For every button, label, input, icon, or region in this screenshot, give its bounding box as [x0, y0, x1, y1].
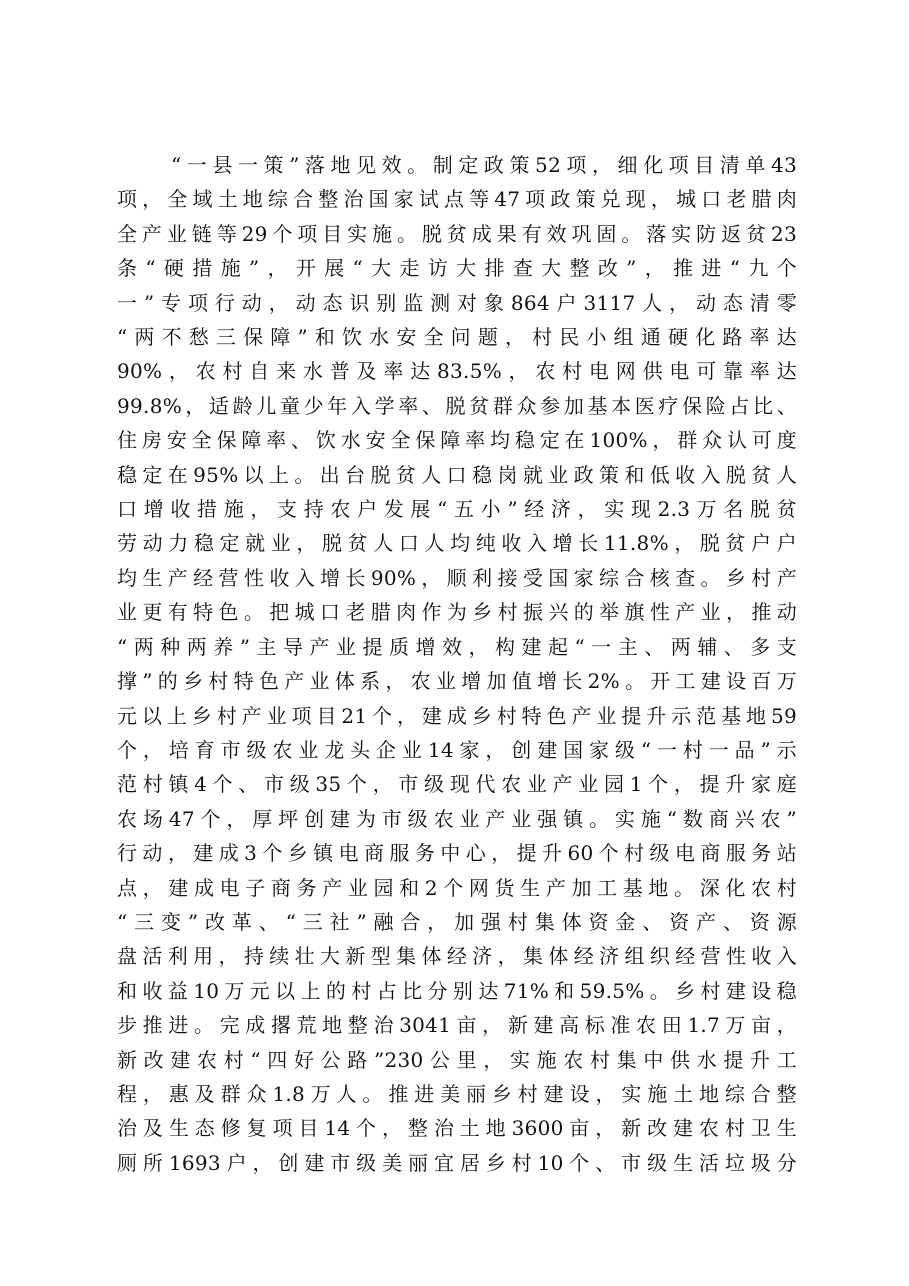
paragraph-line: 一”专项行动，动态识别监测对象864户3117人，动态清零 — [117, 290, 797, 315]
paragraph-line: 住房安全保障率、饮水安全保障率均稳定在100%，群众认可度 — [117, 428, 797, 453]
paragraph-line: 个，培育市级农业龙头企业14家，创建国家级“一村一品”示 — [117, 737, 797, 762]
paragraph-line: “三变”改革、“三社”融合，加强村集体资金、资产、资源 — [117, 909, 797, 934]
paragraph-line: 项，全域土地综合整治国家试点等47项政策兑现，城口老腊肉 — [117, 187, 797, 212]
paragraph-line: 厕所1693户，创建市级美丽宜居乡村10个、市级生活垃圾分 — [117, 1150, 797, 1175]
paragraph-line: 业更有特色。把城口老腊肉作为乡村振兴的举旗性产业，推动 — [117, 600, 797, 625]
paragraph-line: 程，惠及群众1.8万人。推进美丽乡村建设，实施土地综合整 — [117, 1081, 797, 1106]
paragraph-line: “两种两养”主导产业提质增效，构建起“一主、两辅、多支 — [117, 634, 797, 659]
paragraph-line: 和收益10万元以上的村占比分别达71%和59.5%。乡村建设稳 — [117, 978, 797, 1003]
paragraph-line: 步推进。完成撂荒地整治3041亩，新建高标准农田1.7万亩， — [117, 1013, 797, 1038]
paragraph-line: “两不愁三保障”和饮水安全问题，村民小组通硬化路率达 — [117, 325, 797, 350]
paragraph-line: 稳定在95%以上。出台脱贫人口稳岗就业政策和低收入脱贫人 — [117, 462, 797, 487]
paragraph-line: 劳动力稳定就业，脱贫人口人均纯收入增长11.8%，脱贫户户 — [117, 531, 797, 556]
paragraph-line: 新改建农村“四好公路”230公里，实施农村集中供水提升工 — [117, 1047, 797, 1072]
paragraph-line: 口增收措施，支持农户发展“五小”经济，实现2.3万名脱贫 — [117, 497, 797, 522]
paragraph-line: 均生产经营性收入增长90%，顺利接受国家综合核查。乡村产 — [117, 565, 797, 590]
paragraph-line: 范村镇4个、市级35个，市级现代农业产业园1个，提升家庭 — [117, 772, 797, 797]
paragraph-line: 撑”的乡村特色产业体系，农业增加值增长2%。开工建设百万 — [117, 669, 797, 694]
body-paragraph — [117, 148, 797, 1180]
paragraph-line: 条“硬措施”，开展“大走访大排查大整改”，推进“九个 — [117, 256, 797, 281]
paragraph-line: “一县一策”落地见效。制定政策52项，细化项目清单43 — [171, 153, 797, 177]
paragraph-line: 90%，农村自来水普及率达83.5%，农村电网供电可靠率达 — [117, 359, 797, 384]
paragraph-line: 行动，建成3个乡镇电商服务中心，提升60个村级电商服务站 — [117, 841, 797, 866]
paragraph-line: 元以上乡村产业项目21个，建成乡村特色产业提升示范基地59 — [117, 703, 797, 728]
paragraph-line: 点，建成电子商务产业园和2个网货生产加工基地。深化农村 — [117, 875, 797, 900]
paragraph-line: 盘活利用，持续壮大新型集体经济，集体经济组织经营性收入 — [117, 944, 797, 969]
paragraph-line: 治及生态修复项目14个，整治土地3600亩，新改建农村卫生 — [117, 1116, 797, 1141]
paragraph-line: 全产业链等29个项目实施。脱贫成果有效巩固。落实防返贫23 — [117, 221, 797, 246]
paragraph-line: 农场47个，厚坪创建为市级农业产业强镇。实施“数商兴农” — [117, 806, 797, 831]
paragraph-line: 99.8%，适龄儿童少年入学率、脱贫群众参加基本医疗保险占比、 — [117, 393, 797, 418]
